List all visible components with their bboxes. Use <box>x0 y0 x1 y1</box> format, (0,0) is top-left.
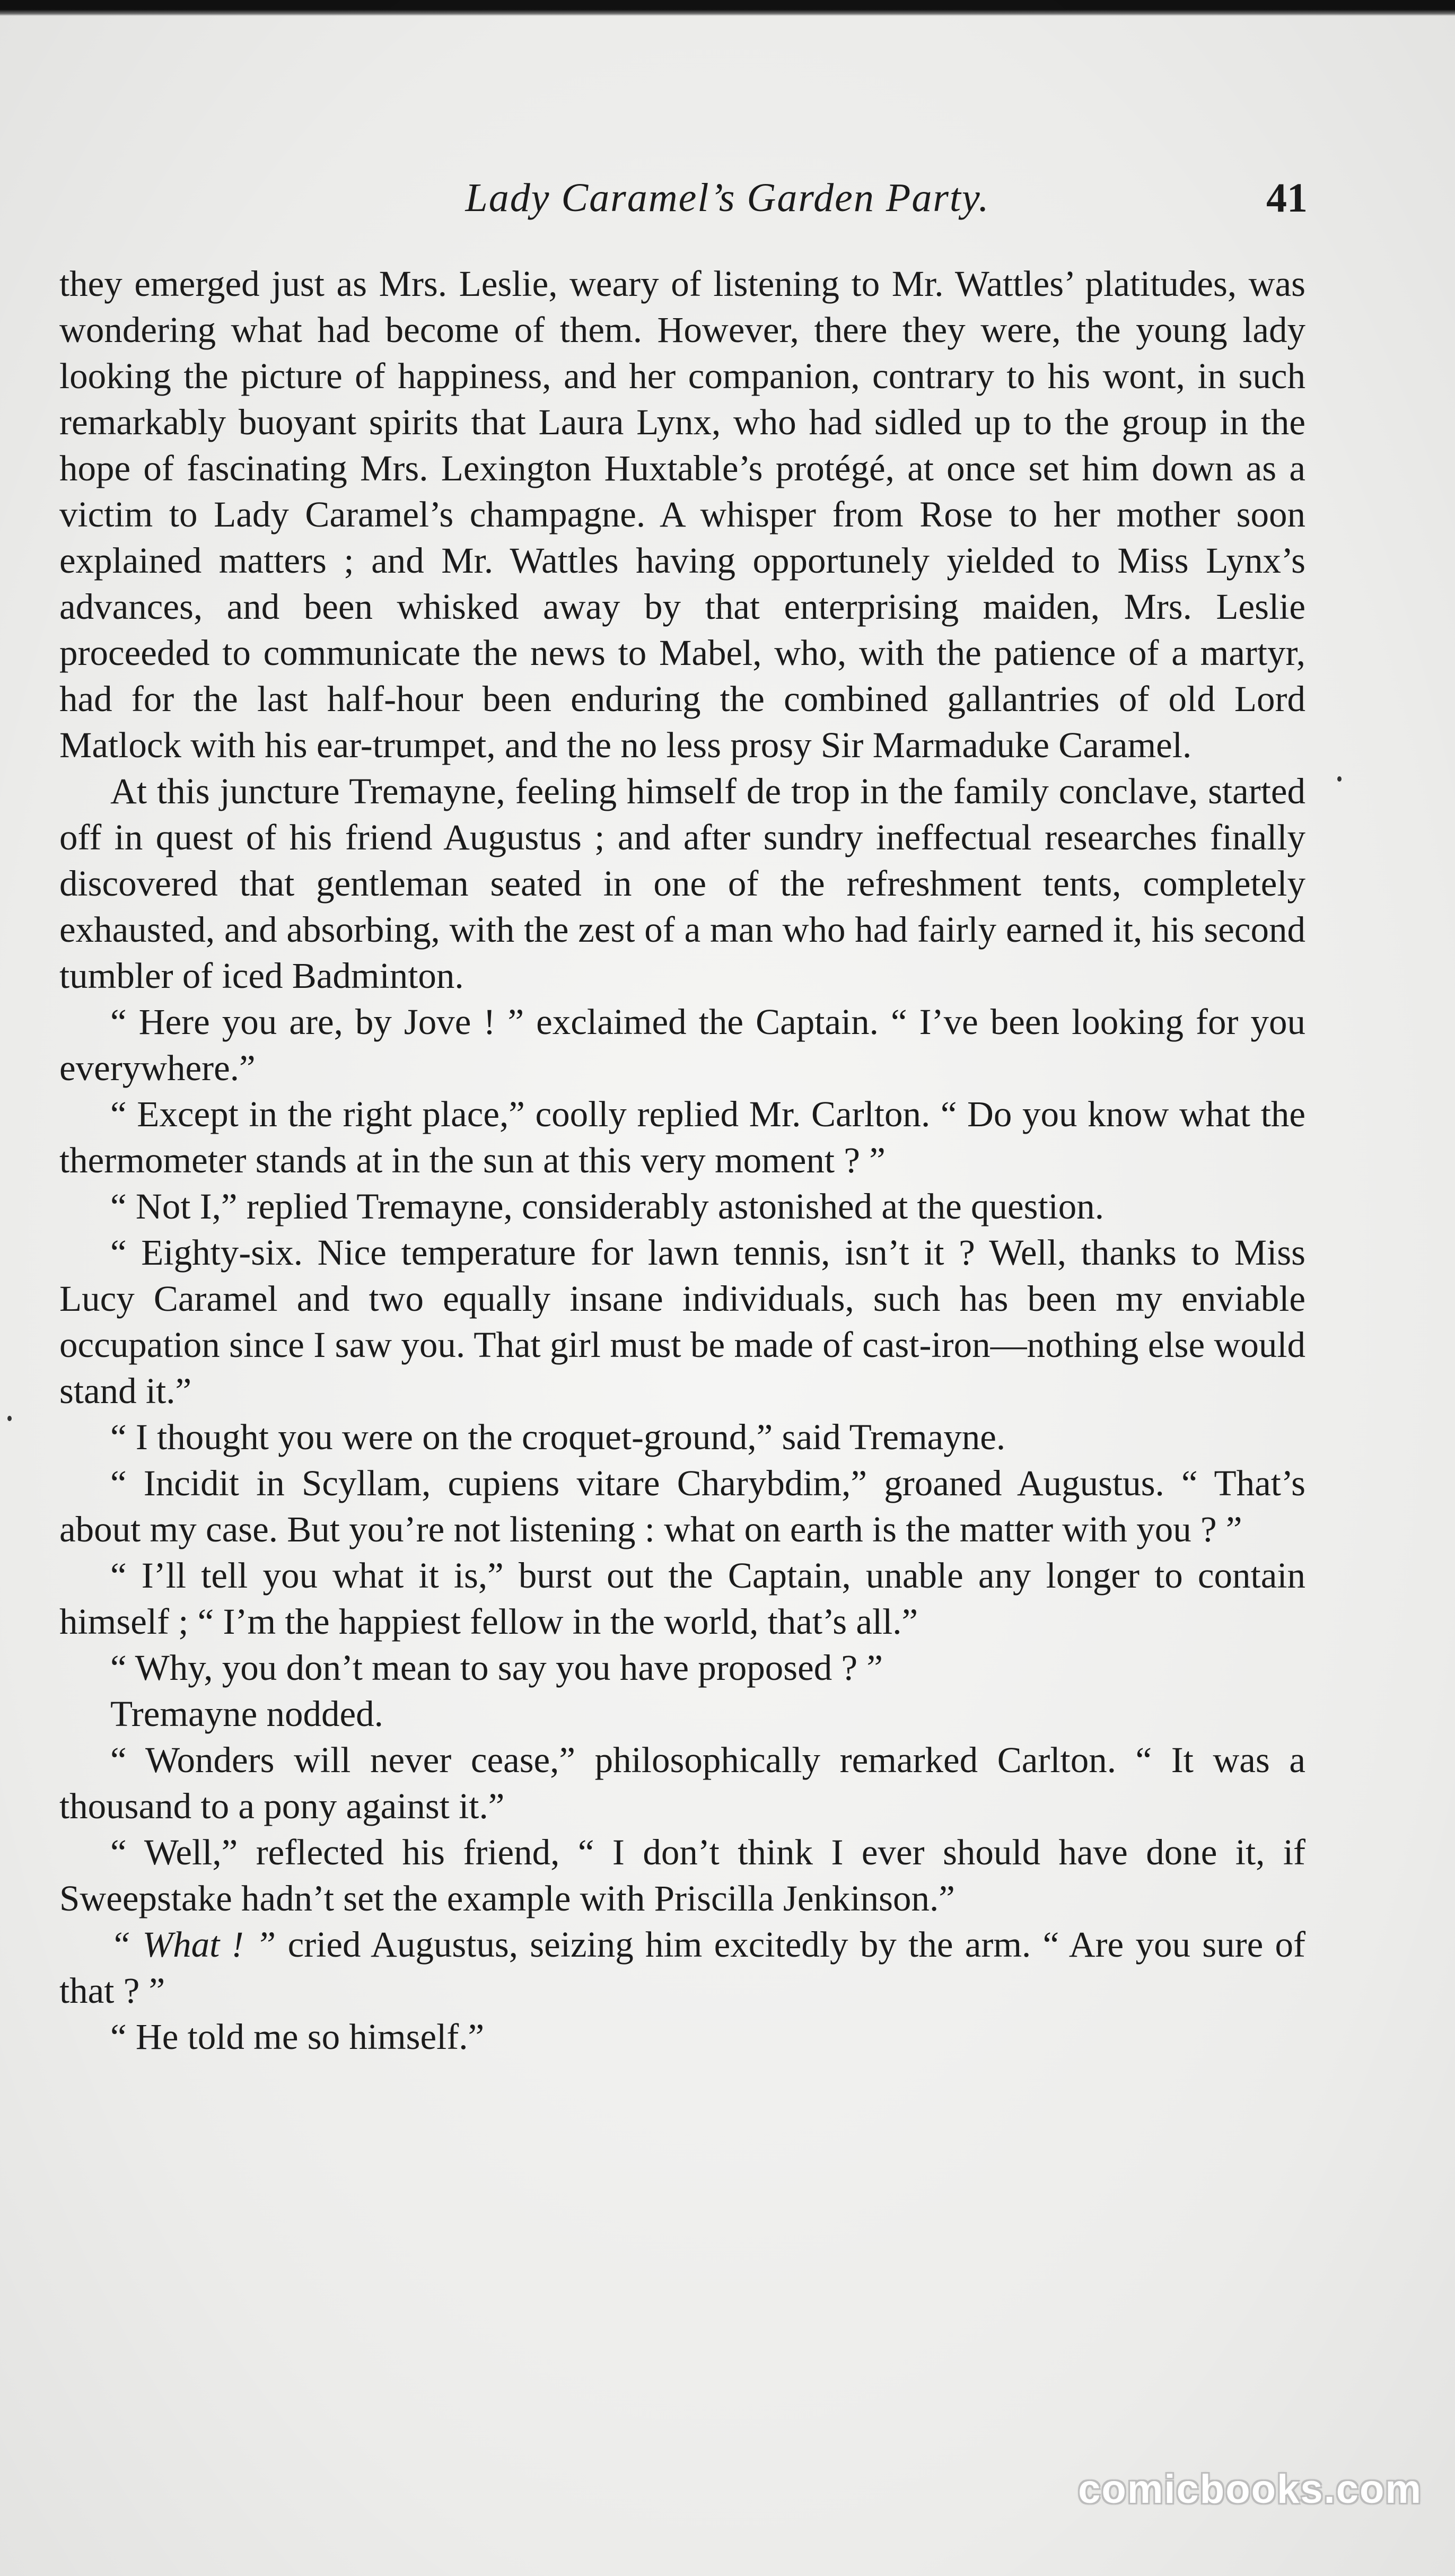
body-text <box>59 261 1305 2060</box>
paragraph-7: “ I thought you were on the croquet-ground,” said Tremayne. <box>110 1417 1006 1457</box>
paragraph-4: “ Except in the right place,” coolly replied Mr. Carlton. “ Do you know what the thermometer stands at in the sun at this very moment ? ” <box>59 1094 1305 1180</box>
paragraph-10: “ Why, you don’t mean to say you have proposed ? ” <box>110 1648 883 1688</box>
paragraph-15: “ He told me so himself.” <box>110 2017 485 2057</box>
paragraph-2: At this juncture Tremayne, feeling himself de trop in the family conclave, started off in quest of his friend Augustus ; and after sundry ineffectual researches finally discovered that gentleman seated in one of the refreshment tents, completely exhausted, and absorbing, with the zest of a man who had fairly earned it, his second tumbler of iced Badminton. <box>59 771 1305 996</box>
paragraph-5: “ Not I,” replied Tremayne, considerably astonished at the question. <box>110 1186 1105 1226</box>
paragraph-14-emphasis: “ What ! ” <box>110 1924 276 1965</box>
running-head <box>0 169 1455 227</box>
paragraph-3: “ Here you are, by Jove ! ” exclaimed the Captain. “ I’ve been looking for you everywhere.” <box>59 1002 1305 1088</box>
paragraph-12: “ Wonders will never cease,” philosophically remarked Carlton. “ It was a thousand to a pony against it.” <box>59 1740 1305 1826</box>
paragraph-6: “ Eighty-six. Nice temperature for lawn tennis, isn’t it ? Well, thanks to Miss Lucy Caramel and two equally insane individuals, such has been my enviable occupation since I saw you. That girl must be made of cast-iron—nothing else would stand it.” <box>59 1232 1305 1411</box>
ink-speck <box>1337 776 1342 782</box>
paragraph-1: they emerged just as Mrs. Leslie, weary of listening to Mr. Wattles’ platitudes, was wondering what had become of them. However, there they were, the young lady looking the picture of happiness, and her companion, contrary to his wont, in such remarkably buoyant spirits that Laura Lynx, who had sidled up to the group in the hope of fascinating Mrs. Lexington Huxtable’s protégé, at once set him down as a victim to Lady Caramel’s champagne. A whisper from Rose to her mother soon explained matters ; and Mr. Wattles having opportunely yielded to Miss Lynx’s advances, and been whisked away by that enterprising maiden, Mrs. Leslie proceeded to communicate the news to Mabel, who, with the patience of a martyr, had for the last half-hour been enduring the combined gallantries of old Lord Matlock with his ear-trumpet, and the no less prosy Sir Marmaduke Caramel. <box>59 264 1305 765</box>
ink-speck <box>7 1416 12 1421</box>
paragraph-14-text: cried Augustus, seizing him excitedly by the arm. “ Are you sure of that ? ” <box>59 1924 1305 2011</box>
paragraph-14 <box>59 1922 1305 2014</box>
paragraph-9: “ I’ll tell you what it is,” burst out the Captain, unable any longer to contain himself ; “ I’m the happiest fellow in the world, that’s all.” <box>59 1555 1305 1642</box>
running-title: Lady Caramel’s Garden Party. <box>465 176 990 220</box>
watermark: comicbooks.com <box>1078 2467 1422 2512</box>
page-number: 41 <box>1266 174 1308 221</box>
paragraph-13: “ Well,” reflected his friend, “ I don’t think I ever should have done it, if Sweepstake hadn’t set the example with Priscilla Jenkinson.” <box>59 1832 1305 1918</box>
paragraph-8: “ Incidit in Scyllam, cupiens vitare Charybdim,” groaned Augustus. “ That’s about my case. But you’re not listening : what on earth is the matter with you ? ” <box>59 1463 1305 1549</box>
paragraph-11: Tremayne nodded. <box>110 1694 383 1734</box>
